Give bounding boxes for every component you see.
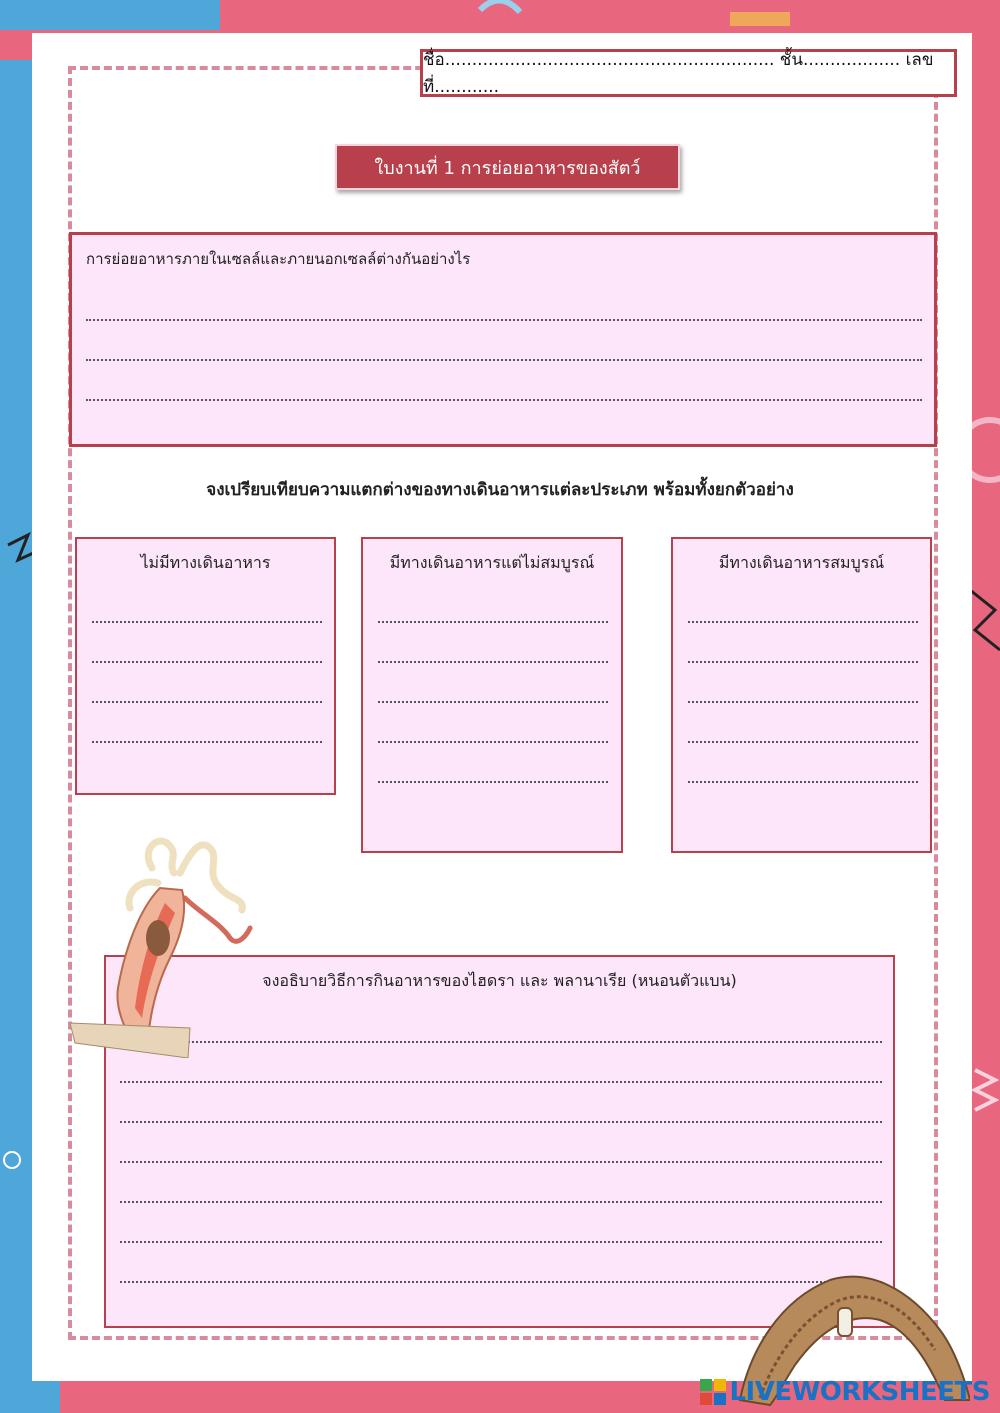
logo-text: LIVEWORKSHEETS bbox=[729, 1377, 990, 1407]
liveworksheets-icon bbox=[699, 1378, 727, 1406]
answer-line[interactable] bbox=[688, 621, 918, 623]
answer-line[interactable] bbox=[92, 661, 322, 663]
liveworksheets-logo bbox=[699, 1377, 990, 1407]
question3-prompt: จงอธิบายวิธีการกินอาหารของไฮดรา และ พลานาเรีย (หนอนตัวแบน) bbox=[262, 971, 737, 990]
column-title: มีทางเดินอาหารสมบูรณ์ bbox=[718, 553, 885, 572]
worksheet-title: ใบงานที่ 1 การย่อยอาหารของสัตว์ bbox=[374, 157, 641, 179]
answer-line[interactable] bbox=[92, 741, 322, 743]
answer-line[interactable] bbox=[86, 359, 922, 361]
answer-line[interactable] bbox=[378, 741, 608, 743]
question1-box bbox=[69, 232, 937, 447]
answer-line[interactable] bbox=[120, 1201, 882, 1203]
answer-line[interactable] bbox=[120, 1081, 882, 1083]
worksheet-title-badge bbox=[335, 144, 680, 190]
answer-line[interactable] bbox=[688, 701, 918, 703]
answer-line[interactable] bbox=[688, 741, 918, 743]
answer-line[interactable] bbox=[120, 1241, 882, 1243]
answer-line[interactable] bbox=[378, 621, 608, 623]
question1-prompt: การย่อยอาหารภายในเซลล์และภายนอกเซลล์ต่างกันอย่างไร bbox=[86, 250, 471, 268]
answer-line[interactable] bbox=[688, 661, 918, 663]
question2-heading: จงเปรียบเทียบความแตกต่างของทางเดินอาหารแต่ละประเภท พร้อมทั้งยกตัวอย่าง bbox=[206, 480, 794, 500]
column-incomplete-digestive-tract bbox=[361, 537, 623, 853]
answer-line[interactable] bbox=[378, 701, 608, 703]
answer-line[interactable] bbox=[92, 701, 322, 703]
column-title: มีทางเดินอาหารแต่ไม่สมบูรณ์ bbox=[389, 553, 595, 572]
column-title: ไม่มีทางเดินอาหาร bbox=[140, 553, 271, 572]
student-info-text: ชื่อ............................................................. ชั้น.................. เลขที่............ bbox=[423, 50, 934, 97]
answer-line[interactable] bbox=[378, 781, 608, 783]
answer-line[interactable] bbox=[120, 1161, 882, 1163]
answer-line[interactable] bbox=[378, 661, 608, 663]
answer-line[interactable] bbox=[86, 399, 922, 401]
hydra-illustration bbox=[70, 828, 260, 1058]
answer-line[interactable] bbox=[120, 1121, 882, 1123]
column-complete-digestive-tract bbox=[671, 537, 932, 853]
answer-line[interactable] bbox=[92, 621, 322, 623]
student-info-field[interactable] bbox=[420, 49, 957, 97]
column-no-digestive-tract bbox=[75, 537, 336, 795]
answer-line[interactable] bbox=[86, 319, 922, 321]
answer-line[interactable] bbox=[688, 781, 918, 783]
